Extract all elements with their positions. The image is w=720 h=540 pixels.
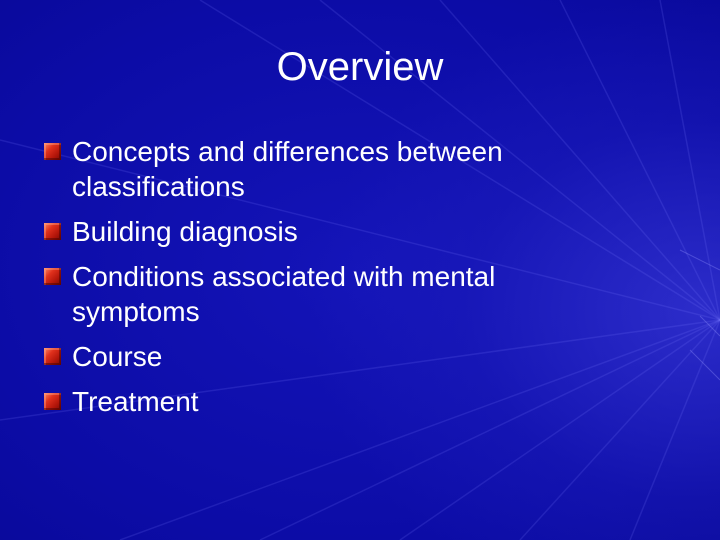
list-item <box>44 259 604 329</box>
list-item <box>44 134 604 204</box>
bullet-text: Course <box>72 341 163 372</box>
bullet-text: Building diagnosis <box>72 216 298 247</box>
bullet-text: Treatment <box>72 386 199 417</box>
list-item <box>44 214 604 249</box>
red-square-bullet-icon <box>44 393 61 410</box>
list-item <box>44 384 604 419</box>
bullet-text: Concepts and differences between classifications <box>72 136 503 202</box>
red-square-bullet-icon <box>44 223 61 240</box>
slide-title: Overview <box>276 45 444 89</box>
red-square-bullet-icon <box>44 348 61 365</box>
bullet-text: Conditions associated with mental symptoms <box>72 261 496 327</box>
list-item <box>44 339 604 374</box>
bullet-list <box>44 134 604 429</box>
red-square-bullet-icon <box>44 268 61 285</box>
red-square-bullet-icon <box>44 143 61 160</box>
